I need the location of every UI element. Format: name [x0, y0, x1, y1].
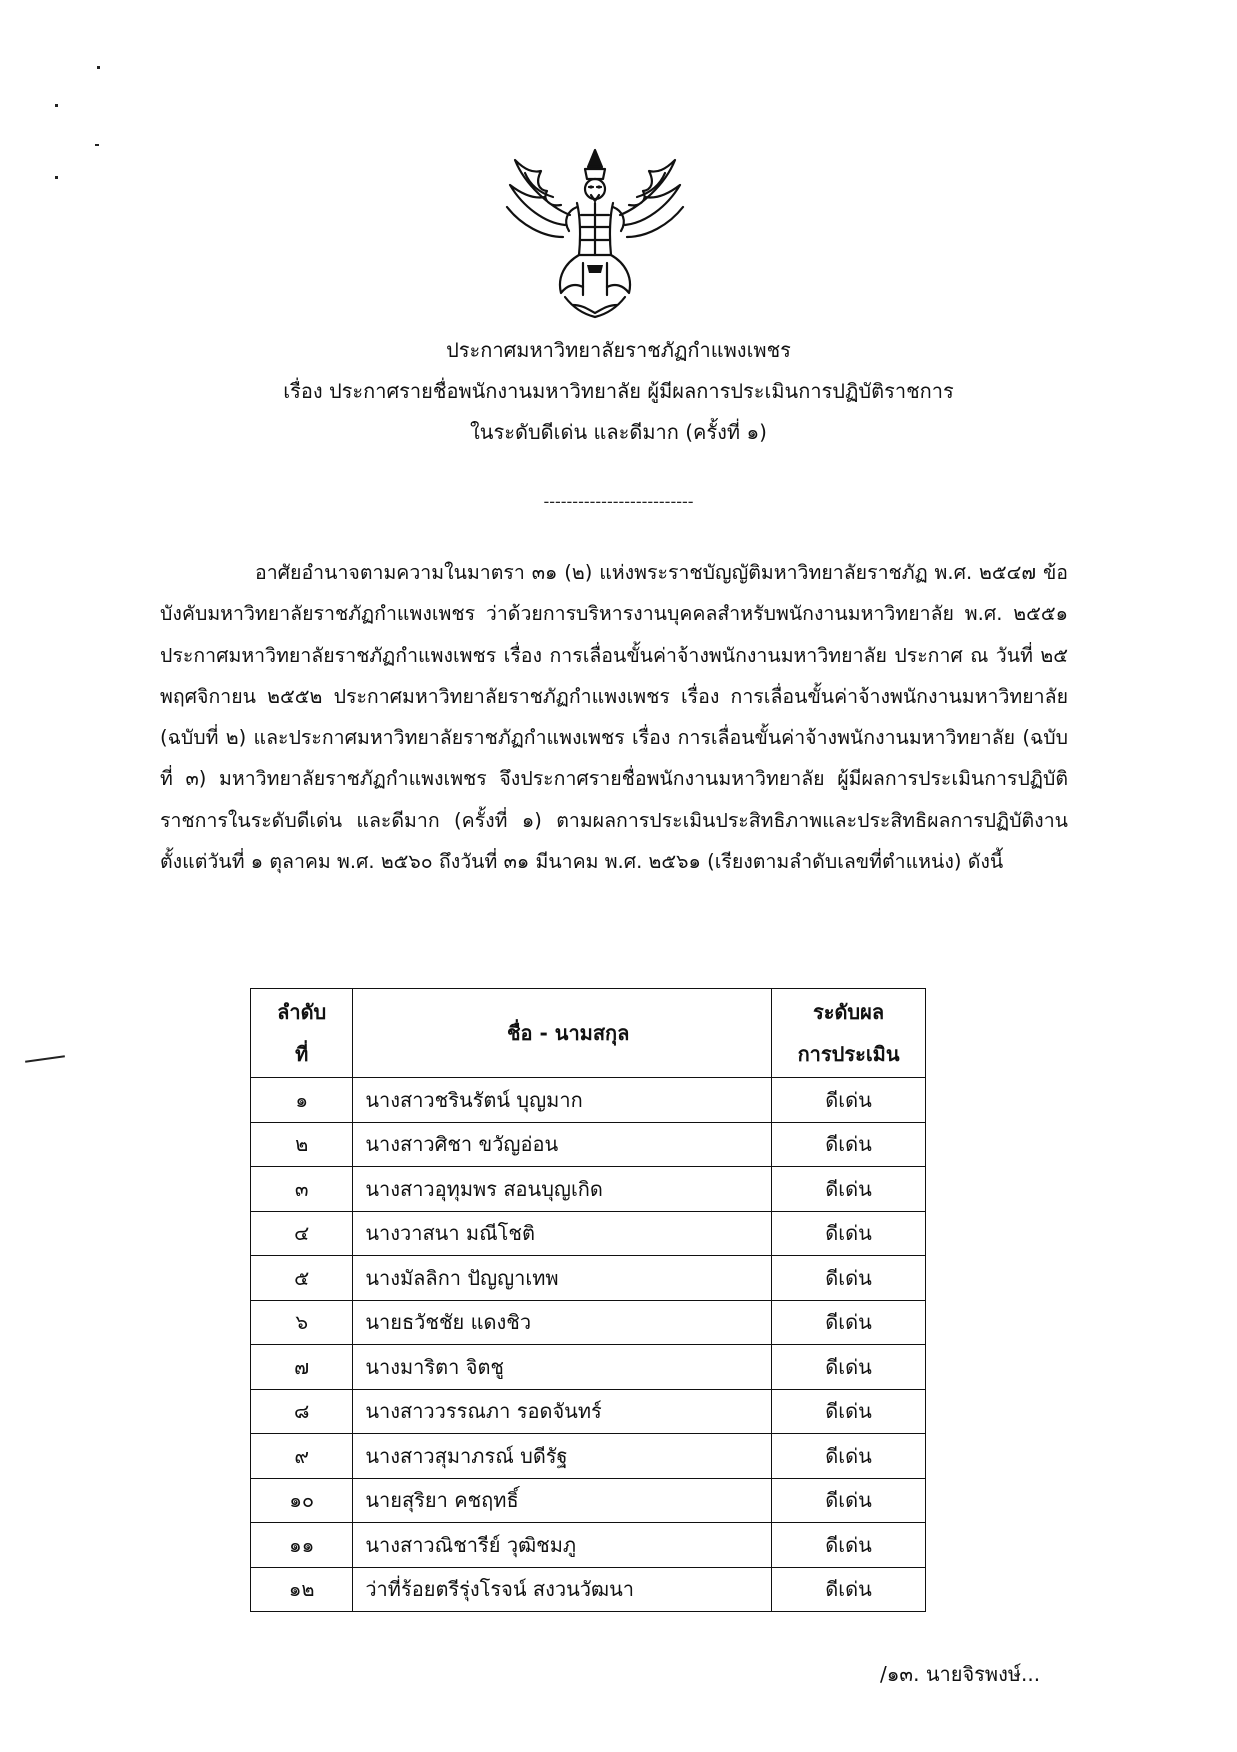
row-level: ดีเด่น	[772, 1300, 926, 1345]
table-row	[251, 1211, 926, 1256]
table-row	[251, 1078, 926, 1123]
row-level: ดีเด่น	[772, 1211, 926, 1256]
table-row	[251, 1523, 926, 1568]
row-level: ดีเด่น	[772, 1122, 926, 1167]
table-row	[251, 1345, 926, 1390]
table-row	[251, 1122, 926, 1167]
header-no	[251, 989, 353, 1078]
table-row	[251, 1567, 926, 1612]
announcement-body-text: อาศัยอำนาจตามความในมาตรา ๓๑ (๒) แห่งพระราชบัญญัติมหาวิทยาลัยราชภัฏ พ.ศ. ๒๕๔๗ ข้อบังคับมหาวิทยาลัยราชภัฏกำแพงเพชร ว่าด้วยการบริหารงานบุคคลสำหรับพนักงานมหาวิทยาลัย พ.ศ. ๒๕๕๑ ประกาศมหาวิทยาลัยราชภัฏกำแพงเพชร เรื่อง การเลื่อนขั้นค่าจ้างพนักงานมหาวิทยาลัย ประกาศ ณ วันที่ ๒๕ พฤศจิกายน ๒๕๕๒ ประกาศมหาวิทยาลัยราชภัฏกำแพงเพชร เรื่อง การเลื่อนขั้นค่าจ้างพนักงานมหาวิทยาลัย (ฉบับที่ ๒) และประกาศมหาวิทยาลัยราชภัฏกำแพงเพชร เรื่อง การเลื่อนขั้นค่าจ้างพนักงานมหาวิทยาลัย (ฉบับที่ ๓) มหาวิทยาลัยราชภัฏกำแพงเพชร จึงประกาศรายชื่อพนักงานมหาวิทยาลัย ผู้มีผลการประเมินการปฏิบัติราชการในระดับดีเด่น และดีมาก (ครั้งที่ ๑) ตามผลการประเมินประสิทธิภาพและประสิทธิผลการปฏิบัติงาน ตั้งแต่วันที่ ๑ ตุลาคม พ.ศ. ๒๕๖๐ ถึงวันที่ ๓๑ มีนาคม พ.ศ. ๒๕๖๑ (เรียงตามลำดับเลขที่ตำแหน่ง) ดังนี้	[160, 561, 1068, 874]
table-row	[251, 1434, 926, 1479]
garuda-emblem-icon	[495, 145, 695, 320]
row-no: ๒	[251, 1122, 353, 1167]
row-no: ๙	[251, 1434, 353, 1479]
row-no: ๘	[251, 1389, 353, 1434]
header-no-line2: ที่	[295, 1042, 309, 1066]
row-no: ๓	[251, 1167, 353, 1212]
row-level: ดีเด่น	[772, 1078, 926, 1123]
row-name: นางสาวสุมาภรณ์ บดีรัฐ	[353, 1434, 772, 1479]
row-name: นางสาวศิชา ขวัญอ่อน	[353, 1122, 772, 1167]
row-name: นางสาวณิชารีย์ วุฒิชมภู	[353, 1523, 772, 1568]
row-no: ๑๐	[251, 1478, 353, 1523]
row-no: ๕	[251, 1256, 353, 1301]
header-level-line2: การประเมิน	[797, 1042, 900, 1066]
header-level	[772, 989, 926, 1078]
announcement-body	[160, 552, 1068, 882]
table-row	[251, 1167, 926, 1212]
scan-speck	[55, 104, 58, 107]
row-no: ๖	[251, 1300, 353, 1345]
row-level: ดีเด่น	[772, 1434, 926, 1479]
row-name: นางมาริตา จิตชู	[353, 1345, 772, 1390]
scan-speck	[55, 176, 58, 179]
row-level: ดีเด่น	[772, 1389, 926, 1434]
row-name: นางมัลลิกา ปัญญาเทพ	[353, 1256, 772, 1301]
row-name: นางสาววรรณภา รอดจันทร์	[353, 1389, 772, 1434]
title-divider: --------------------------	[543, 492, 694, 511]
row-name: นางวาสนา มณีโชติ	[353, 1211, 772, 1256]
row-name: ว่าที่ร้อยตรีรุ่งโรจน์ สงวนวัฒนา	[353, 1567, 772, 1612]
scan-speck	[95, 144, 99, 146]
employee-table	[250, 988, 926, 1612]
row-level: ดีเด่น	[772, 1256, 926, 1301]
row-level: ดีเด่น	[772, 1345, 926, 1390]
table-row	[251, 1478, 926, 1523]
row-no: ๑๑	[251, 1523, 353, 1568]
row-level: ดีเด่น	[772, 1523, 926, 1568]
row-name: นางสาวอุทุมพร สอนบุญเกิด	[353, 1167, 772, 1212]
header-no-line1: ลำดับ	[277, 1000, 327, 1024]
row-level: ดีเด่น	[772, 1478, 926, 1523]
row-name: นายสุริยา คชฤทธิ์	[353, 1478, 772, 1523]
continuation-note: /๑๓. นายจิรพงษ์...	[880, 1662, 1041, 1686]
row-name: นางสาวชรินรัตน์ บุญมาก	[353, 1078, 772, 1123]
table-header-row	[251, 989, 926, 1078]
row-no: ๑๒	[251, 1567, 353, 1612]
row-no: ๔	[251, 1211, 353, 1256]
table-row	[251, 1300, 926, 1345]
row-name: นายธวัชชัย แดงชิว	[353, 1300, 772, 1345]
table-row	[251, 1256, 926, 1301]
header-level-line1: ระดับผล	[812, 1000, 885, 1024]
announcement-title: ประกาศมหาวิทยาลัยราชภัฏกำแพงเพชร	[446, 338, 791, 362]
row-no: ๗	[251, 1345, 353, 1390]
scan-speck	[97, 66, 100, 69]
row-level: ดีเด่น	[772, 1167, 926, 1212]
announcement-subject-line2: ในระดับดีเด่น และดีมาก (ครั้งที่ ๑)	[470, 420, 767, 444]
table-row	[251, 1389, 926, 1434]
announcement-subject: เรื่อง ประกาศรายชื่อพนักงานมหาวิทยาลัย ผู้มีผลการประเมินการปฏิบัติราชการ	[283, 379, 954, 403]
scan-speck	[25, 1055, 65, 1063]
row-no: ๑	[251, 1078, 353, 1123]
header-name: ชื่อ - นามสกุล	[353, 989, 772, 1078]
row-level: ดีเด่น	[772, 1567, 926, 1612]
